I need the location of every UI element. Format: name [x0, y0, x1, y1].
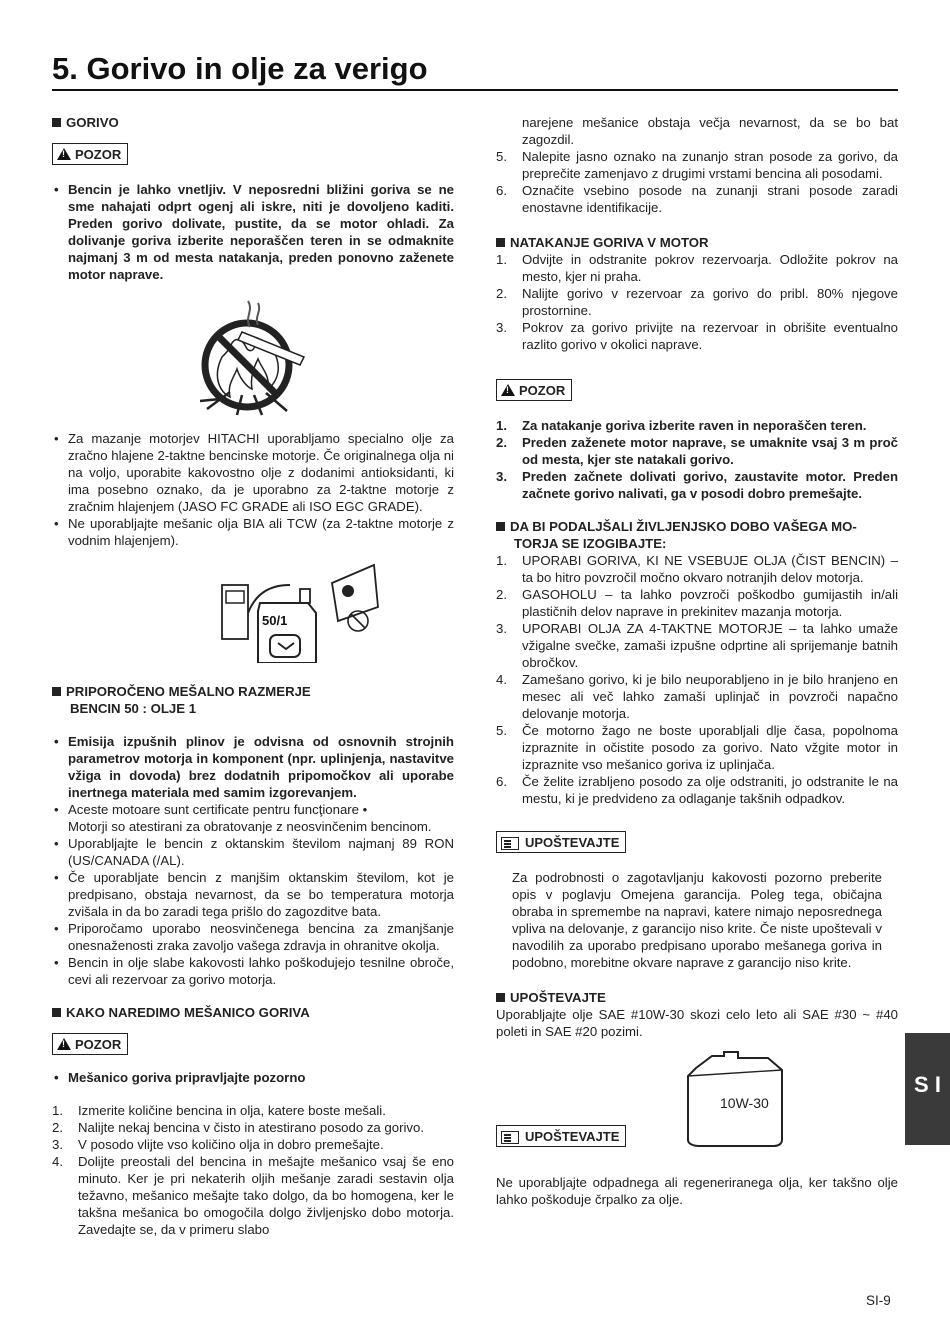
- fuel-requirements-list: [52, 733, 454, 988]
- list-item: 5. Nalepite jasno oznako na zunanjo stran posode za gorivo, da preprečite zamenjavo z drugimi vrstami bencina ali posodami.: [496, 149, 898, 181]
- page-number: SI-9: [866, 1293, 891, 1308]
- note-label: UPOŠTEVAJTE: [496, 1125, 626, 1147]
- list-item: 2. Nalijte gorivo v rezervoar za gorivo do pribl. 80% njegove prostornine.: [496, 286, 898, 318]
- warning-label: !POZOR: [52, 143, 454, 165]
- note-label: UPOŠTEVAJTE: [496, 831, 898, 853]
- mix-warning-list: [52, 1069, 454, 1086]
- section-heading-fill: NATAKANJE GORIVA V MOTOR: [496, 234, 898, 251]
- warranty-note-text: Za podrobnosti o zagotavljanju kakovosti pozorno preberite opis v poglavju Omejena garancija. Poleg tega, običajna obraba in spremembe na napravi, katere nimajo neposrednega vpliva na delovanje, z garancijo niso krite. Če niste upoštevali v navodilih za uporabo predpisano uporabo mešanega goriva in podobno, morebitne okvare naprave z garancijo niso krite.: [512, 870, 882, 970]
- list-item: 4. Zamešano gorivo, ki je bilo neuporabljeno in je bilo hranjeno en mesec ali več lahko zamaši uplinjač in povzroči napačno delovanje motorja.: [496, 672, 898, 721]
- list-item: 3. V posodo vlijte vso količino olja in dobro premešajte.: [52, 1137, 384, 1152]
- continued-text: narejene mešanice obstaja večja nevarnost, da se bo bat zagozdil.: [522, 115, 898, 147]
- fuel-warning-text: • Bencin je lahko vnetljiv. V neposredni bližini goriva se ne sme nahajati odprt ogenj ali iskre, niti je dovoljeno kaditi. Preden gorivo dolivate, pustite, da se motor ohladi. Za dolivanje goriva izberite neporaščen teren in se odmaknite najmanj 3 m od mesta natakanja, preden ponovno zaženete motor naprave.: [52, 181, 454, 283]
- warning-icon: [501, 384, 515, 396]
- oil-can-area: [496, 1048, 898, 1160]
- warning-icon: [57, 1038, 71, 1050]
- oil-can-illustration: [684, 1048, 794, 1148]
- waste-oil-text: Ne uporabljajte odpadnega ali regeneriranega olja, ker takšno olje lahko poškoduje črpalko za olje.: [496, 1175, 898, 1207]
- list-item: 3. Pokrov za gorivo privijte na rezervoar in obrišite eventualno razlito gorivo v okolici naprave.: [496, 320, 898, 352]
- note-icon: [501, 837, 519, 850]
- list-item: 1. Odvijte in odstranite pokrov rezervoarja. Odložite pokrov na mesto, kjer ni praha.: [496, 252, 898, 284]
- right-column: [496, 114, 898, 1208]
- oil-info-item: • Ne uporabljajte mešanic olja BIA ali TCW (za 2-taktne motorje z vodnim hlajenjem).: [52, 515, 454, 549]
- list-item: 4. Dolijte preostali del bencina in mešajte mešanico vsaj še eno minuto. Ker je pri nekaterih oljih mešanje zaradi sestavin olja težavno, mešanico mešajte tako dolgo, da bo homogena, ker le takšna mešanica bo omogočila dolgo življenjsko dobo motorja. Zavedajte se, da v primeru slabo: [52, 1154, 454, 1237]
- fuel-warning-list: [52, 181, 454, 283]
- section-heading-mix: KAKO NAREDIMO MEŠANICO GORIVA: [52, 1004, 454, 1021]
- list-item: 2. Preden zaženete motor naprave, se umaknite vsaj 3 m proč od mesta, kjer ste natakali gorivo.: [496, 435, 898, 467]
- warning-label: !POZOR: [52, 1033, 454, 1055]
- left-column: [52, 114, 454, 1238]
- note-icon: [501, 1131, 519, 1144]
- fuel-requirement-item: • Priporočamo uporabo neosvinčenega bencina za zmanjšanje onesnaženosti zraka zavoljo vašega zdravja in ohranitve okolja.: [52, 920, 454, 954]
- list-item: 1. Za natakanje goriva izberite raven in neporaščen teren.: [496, 418, 867, 433]
- oil-recommendation-text: Uporabljajte olje SAE #10W-30 skozi celo leto ali SAE #30 ~ #40 poleti in SAE #20 pozimi.: [496, 1007, 898, 1039]
- fuel-can-illustration: [220, 563, 454, 663]
- list-item: 6. Če želite izrabljeno posodo za olje odstraniti, jo odstranite le na mestu, ki je predvideno za odlaganje takšnih odpadkov.: [496, 774, 898, 806]
- no-smoking-fire-illustration: [192, 297, 454, 422]
- life-heading: DA BI PODALJŠALI ŽIVLJENJSKO DOBO VAŠEGA MO- TORJA SE IZOGIBAJTE:: [496, 518, 898, 552]
- oil-can-label: 10W-30: [720, 1095, 769, 1111]
- warning-label: !POZOR: [496, 379, 898, 401]
- page-title: 5. Gorivo in olje za verigo: [52, 51, 428, 86]
- list-item: 2. GASOHOLU – ta lahko povzroči poškodbo gumijastih in/ali plastičnih delov naprave in prekinitev mazanja motorja.: [496, 587, 898, 619]
- fuel-requirement-item: • Bencin in olje slabe kakovosti lahko poškodujejo tesnilne obroče, cevi ali rezervoar za gorivo motorja.: [52, 954, 454, 988]
- mix-steps-list: [52, 1102, 454, 1238]
- language-tab: S I: [905, 1033, 950, 1145]
- list-item: 1. Izmerite količine bencina in olja, katere boste mešali.: [52, 1103, 386, 1118]
- mix-warning-text: • Mešanico goriva pripravljajte pozorno: [52, 1069, 454, 1086]
- list-item: 6. Označite vsebino posode na zunanji strani posode zaradi enostavne identifikacije.: [496, 183, 898, 215]
- section-heading-oil: UPOŠTEVAJTE: [496, 989, 898, 1006]
- mix-steps-continued: [496, 148, 898, 216]
- ratio-heading: PRIPOROČENO MEŠALNO RAZMERJE BENCIN 50 : OLJE 1: [52, 683, 454, 717]
- certificate-text: • Aceste motoare sunt certificate pentru funcţionare • Motorji so atestirani za obratovanje z neosvinčenim bencinom.: [52, 801, 454, 835]
- warning-icon: [57, 148, 71, 160]
- list-item: 3. UPORABI OLJA ZA 4-TAKTNE MOTORJE – ta lahko umaže vžigalne svečke, zamaši izpušne odprtine ali sprijemanje batnih obročkov.: [496, 621, 898, 670]
- list-item: 1. UPORABI GORIVA, KI NE VSEBUJE OLJA (ČIST BENCIN) – ta bo hitro povzročil močno okvaro notranjih delov motorja.: [496, 553, 898, 585]
- fill-steps-list: [496, 251, 898, 353]
- title-rule: [52, 89, 898, 91]
- list-item: 2. Nalijte nekaj bencina v čisto in atestirano posodo za gorivo.: [52, 1120, 425, 1135]
- emission-text: • Emisija izpušnih plinov je odvisna od osnovnih strojnih parametrov motorja in komponent (npr. uplinjenja, nastavitve vžiga in dovoda) brez dodatnih pripomočkov ali uporabe inertnega materiala med samim izgorevanjem.: [52, 733, 454, 801]
- mix-ratio-label: 50/1: [262, 613, 288, 628]
- avoid-list: [496, 552, 898, 807]
- list-item: 3. Preden začnete dolivati gorivo, zaustavite motor. Preden začnete gorivo nalivati, ga v posodi dobro premešajte.: [496, 469, 898, 501]
- fuel-requirement-item: • Uporabljajte le bencin z oktanskim številom najmanj 89 RON (US/CANADA (/AL).: [52, 835, 454, 869]
- oil-info-list: [52, 430, 454, 549]
- list-item: 5. Če motorno žago ne boste uporabljali dlje časa, popolnoma izpraznite in očistite posodo za gorivo. Nato vžgite motor in izpraznite vso mešanico goriva iz uplinjača.: [496, 723, 898, 772]
- section-heading-gorivo: GORIVO: [52, 114, 454, 131]
- refuel-warning-list: [496, 417, 898, 502]
- fuel-requirement-item: • Če uporabljate bencin z manjšim oktanskim številom, kot je predpisano, obstaja nevarnost, da se bo temperatura motorja zvišala in da bo zaradi tega prišlo do zagozditve bata.: [52, 869, 454, 920]
- oil-info-item: • Za mazanje motorjev HITACHI uporabljamo specialno olje za zračno hlajene 2-taktne bencinske motorje. Če originalnega olja ni na voljo, uporabite kakovostno olje z dodanimi antioksidanti, ki ima posebno oznako, da je uporabno za 2-taktne motorje z zračnim hlajenjem (JASO FC GRADE ali ISO EGC GRADE).: [52, 430, 454, 515]
